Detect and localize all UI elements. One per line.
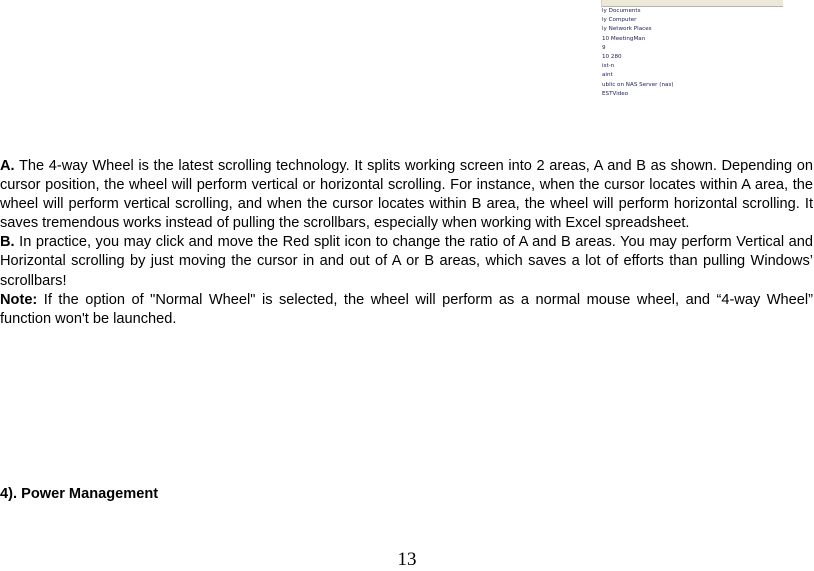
- section-heading: 4). Power Management: [0, 486, 159, 502]
- folder-item: 9: [602, 44, 606, 51]
- paragraph-a: [0, 157, 813, 233]
- folder-item: 10 MeetingMan: [602, 35, 646, 42]
- folder-item: ist-n: [602, 63, 615, 70]
- folder-item: ly Computer: [602, 17, 637, 24]
- paragraph-b-text: In practice, you may click and move the Red split icon to change the ratio of A and B areas. You may perform Vertical and Horizontal scrolling by just moving the cursor in and out of A or B areas, which saves a lot of efforts than pulling Windows’ scrollbars!: [0, 234, 813, 289]
- page-number: 13: [397, 549, 417, 570]
- note-paragraph: [0, 291, 813, 329]
- paragraph-b-label: B.: [0, 234, 15, 251]
- folder-item: aint: [602, 72, 613, 79]
- body-text: [0, 157, 813, 329]
- folder-item: ly Documents: [602, 8, 641, 14]
- window-bar-fragment: [601, 0, 783, 7]
- folder-item: ESTVideo: [602, 90, 629, 97]
- folder-item: ublic on NAS Server (nas): [602, 81, 674, 88]
- folder-list: [602, 7, 674, 99]
- folder-item: ly Network Places: [602, 26, 652, 33]
- note-text: If the option of "Normal Wheel" is selected, the wheel will perform as a normal mouse wheel, and “4-way Wheel” function won't be launched.: [0, 291, 813, 327]
- explorer-screenshot-fragment: [598, 0, 782, 104]
- note-label: Note:: [0, 291, 38, 308]
- paragraph-a-label: A.: [0, 158, 15, 174]
- paragraph-a-text: The 4-way Wheel is the latest scrolling technology. It splits working screen into 2 areas, A and B as shown. Depending on cursor position, the wheel will perform vertical or horizontal scrolling. For instance, when the cursor locates within A area, the wheel will perform vertical scrolling, and when the cursor locates within B area, the wheel will perform horizontal scrolling. It saves tremendous works instead of pulling the scrollbars, especially when working with Excel spreadsheet.: [0, 158, 813, 232]
- paragraph-b: [0, 233, 813, 290]
- folder-item: 10 280: [602, 54, 622, 61]
